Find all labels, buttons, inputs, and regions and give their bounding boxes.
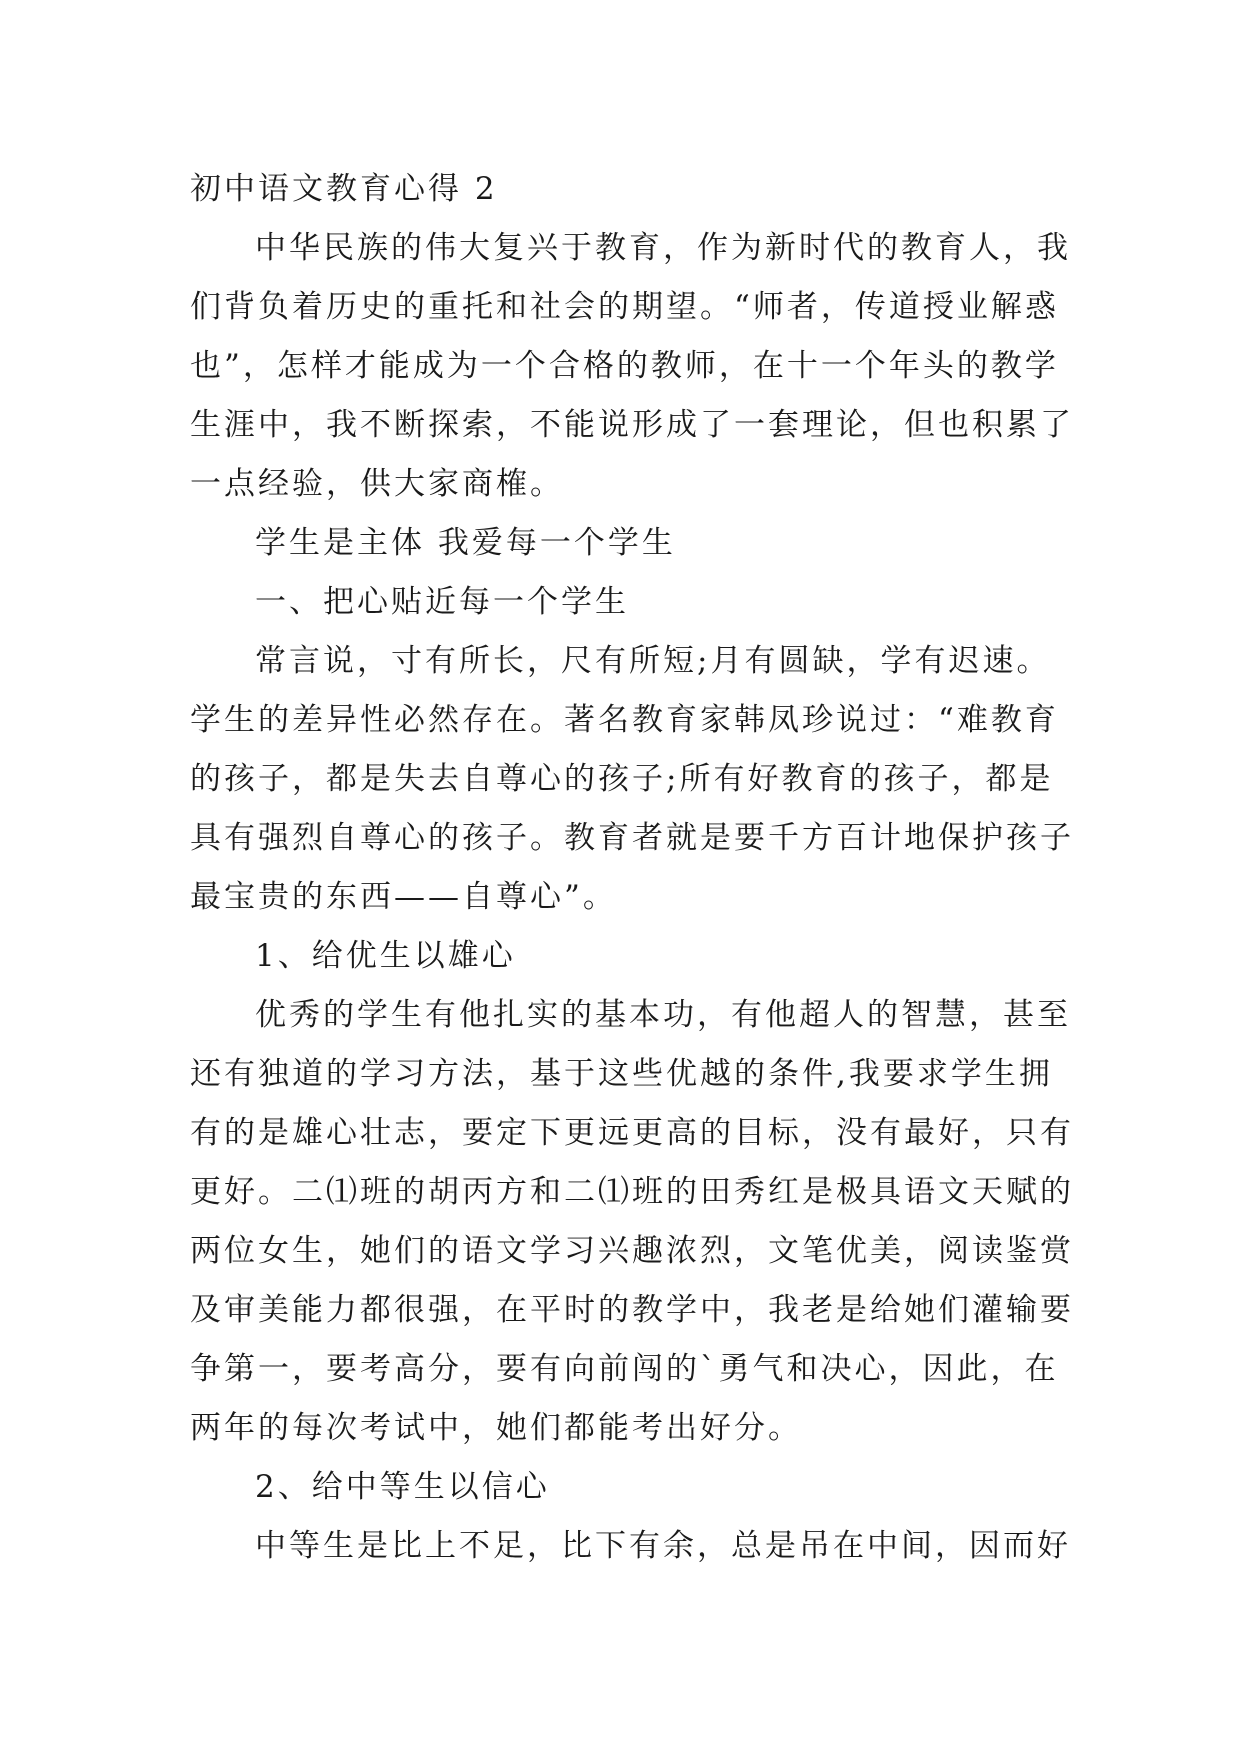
text-line: 们背负着历史的重托和社会的期望。“师者，传道授业解惑 [190, 289, 1059, 325]
document-body [190, 219, 1074, 1576]
text-line: 中等生是比上不足，比下有余，总是吊在中间，因而好 [255, 1528, 1071, 1564]
text-line: 常言说，寸有所长，尺有所短;月有圆缺，学有迟速。 [255, 643, 1051, 679]
text-line: 学生的差异性必然存在。著名教育家韩凤珍说过：“难教育 [190, 702, 1059, 738]
text-line: 中华民族的伟大复兴于教育，作为新时代的教育人，我 [255, 230, 1071, 266]
text-line: 生涯中，我不断探索，不能说形成了一套理论，但也积累了 [190, 407, 1074, 443]
text-line: 一点经验，供大家商榷。 [190, 466, 564, 502]
text-line: 优秀的学生有他扎实的基本功，有他超人的智慧，甚至 [255, 997, 1071, 1033]
text-line: 两位女生，她们的语文学习兴趣浓烈，文笔优美，阅读鉴赏 [190, 1233, 1074, 1269]
text-line: 一、把心贴近每一个学生 [255, 584, 629, 620]
text-line: 具有强烈自尊心的孩子。教育者就是要千方百计地保护孩子 [190, 820, 1074, 856]
text-line: 两年的每次考试中，她们都能考出好分。 [190, 1410, 802, 1446]
text-line: 有的是雄心壮志，要定下更远更高的目标，没有最好，只有 [190, 1115, 1074, 1151]
text-line: 2、给中等生以信心 [255, 1469, 550, 1505]
text-line: 及审美能力都很强，在平时的教学中，我老是给她们灌输要 [190, 1292, 1074, 1328]
text-line: 1、给优生以雄心 [255, 938, 516, 974]
text-line: 的孩子，都是失去自尊心的孩子;所有好教育的孩子，都是 [190, 761, 1054, 797]
text-line: 最宝贵的东西——自尊心”。 [190, 879, 617, 915]
text-line: 还有独道的学习方法，基于这些优越的条件,我要求学生拥 [190, 1056, 1053, 1092]
text-line: 争第一，要考高分，要有向前闯的`勇气和决心，因此，在 [190, 1351, 1059, 1387]
document-title: 初中语文教育心得 2 [190, 171, 498, 207]
document-page [190, 160, 1074, 1576]
text-line: 学生是主体 我爱每一个学生 [255, 525, 676, 561]
text-line: 也”，怎样才能成为一个合格的教师，在十一个年头的教学 [190, 348, 1059, 384]
text-line: 更好。二⑴班的胡丙方和二⑴班的田秀红是极具语文天赋的 [190, 1174, 1074, 1210]
